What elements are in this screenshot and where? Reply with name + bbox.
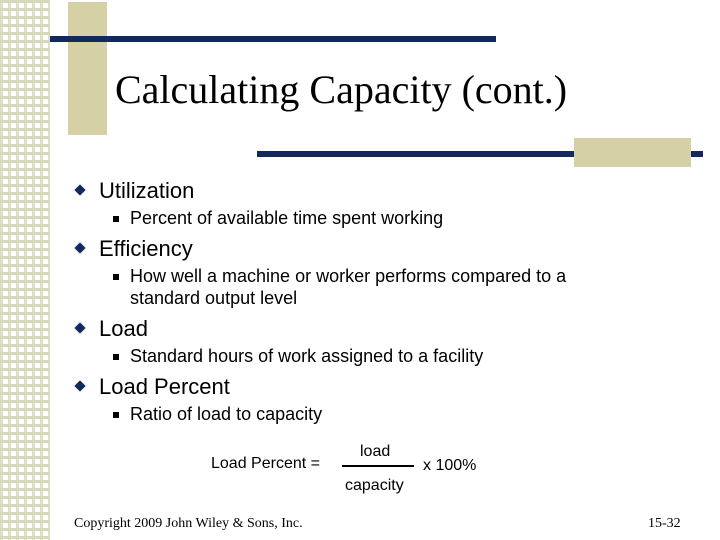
decorative-grid-strip [0,0,50,540]
sub-bullet-text: How well a machine or worker performs compared to a [130,266,567,286]
square-bullet-icon [113,412,119,418]
bullet-label: Load [99,316,148,341]
formula-lhs: Load Percent = [211,455,320,472]
sub-bullet-text-cont: standard output level [130,288,298,308]
sub-bullet-text: Percent of available time spent working [130,208,444,228]
square-bullet-icon [113,274,119,280]
fraction-bar [342,465,414,467]
decorative-tan-block [68,2,107,135]
formula-numerator: load [360,443,391,460]
page-number: 15-32 [648,516,681,531]
diamond-bullet-icon [74,184,85,195]
bullet-label: Load Percent [99,374,230,399]
formula-denominator: capacity [345,477,404,494]
copyright-text: Copyright 2009 John Wiley & Sons, Inc. [74,516,303,531]
diamond-bullet-icon [74,322,85,333]
title-bar-top [50,36,496,42]
formula-multiplier: x 100% [423,457,477,474]
decorative-tan-block-right [574,138,691,167]
square-bullet-icon [113,216,119,222]
sub-bullet-text: Standard hours of work assigned to a facility [130,346,484,366]
bullet-label: Efficiency [99,236,193,261]
square-bullet-icon [113,354,119,360]
slide-title: Calculating Capacity (cont.) [115,67,568,112]
diamond-bullet-icon [74,242,85,253]
diamond-bullet-icon [74,380,85,391]
sub-bullet-text: Ratio of load to capacity [130,404,323,424]
bullet-label: Utilization [99,178,195,203]
